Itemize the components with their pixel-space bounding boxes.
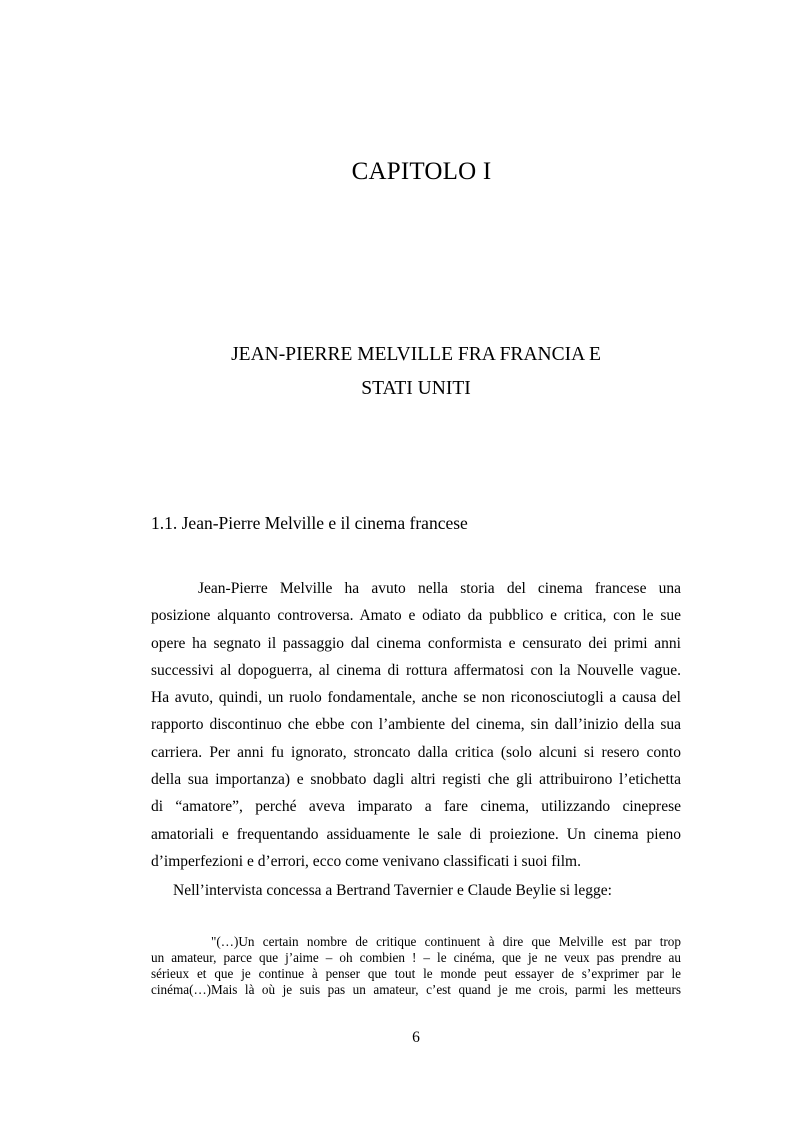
- paragraph-line: posizione alquanto controversa. Amato e odiato da pubblico e critica, con le sue: [151, 607, 681, 625]
- part-title-line-2: STATI UNITI: [361, 378, 471, 399]
- paragraph-line: d’imperfezioni e d’errori, ecco come venivano classificati i suoi film.: [151, 852, 581, 870]
- paragraph-line: di “amatore”, perché aveva imparato a fare cinema, utilizzando cineprese: [151, 798, 681, 816]
- paragraph-line: amatoriali e frequentando assiduamente le sale di proiezione. Un cinema pieno: [151, 825, 681, 843]
- paragraph-line: rapporto discontinuo che ebbe con l’ambiente del cinema, sin dall’inizio della sua: [151, 716, 681, 734]
- quote-line: sérieux et que je continue à penser que tout le monde peut essayer de s’exprimer par le: [151, 966, 681, 981]
- paragraph-line: Jean-Pierre Melville ha avuto nella storia del cinema francese una: [198, 580, 681, 597]
- paragraph-line: Ha avuto, quindi, un ruolo fondamentale, anche se non riconosciutogli a causa del: [151, 689, 681, 707]
- section-heading: 1.1. Jean-Pierre Melville e il cinema francese: [151, 513, 468, 533]
- paragraph-line: carriera. Per anni fu ignorato, stroncato dalla critica (solo alcuni si resero conto: [151, 743, 681, 761]
- paragraph-line: della sua importanza) e snobbato dagli altri registi che gli attribuirono l’etichetta: [151, 771, 681, 789]
- quote-line: un amateur, parce que j’aime – oh combien ! – le cinéma, que je ne veux pas prendre au: [151, 950, 681, 965]
- quote-line: "(…)Un certain nombre de critique continuent à dire que Melville est par trop: [211, 934, 681, 949]
- body-paragraph: [151, 575, 681, 875]
- quote-line: cinéma(…)Mais là où je suis pas un amateur, c’est quand je me crois, parmi les metteurs: [151, 982, 681, 997]
- chapter-title: CAPITOLO I: [351, 158, 492, 185]
- part-title: [150, 338, 682, 406]
- paragraph-line: successivi al dopoguerra, al cinema di rottura affermatosi con la Nouvelle vague.: [151, 661, 681, 679]
- paragraph-line: opere ha segnato il passaggio dal cinema conformista e censurato dei primi anni: [151, 634, 681, 652]
- quote-intro: Nell’intervista concessa a Bertrand Tavernier e Claude Beylie si legge:: [173, 882, 612, 899]
- block-quote: [151, 934, 681, 998]
- page-number: 6: [412, 1029, 420, 1046]
- part-title-line-1: JEAN-PIERRE MELVILLE FRA FRANCIA E: [231, 344, 601, 365]
